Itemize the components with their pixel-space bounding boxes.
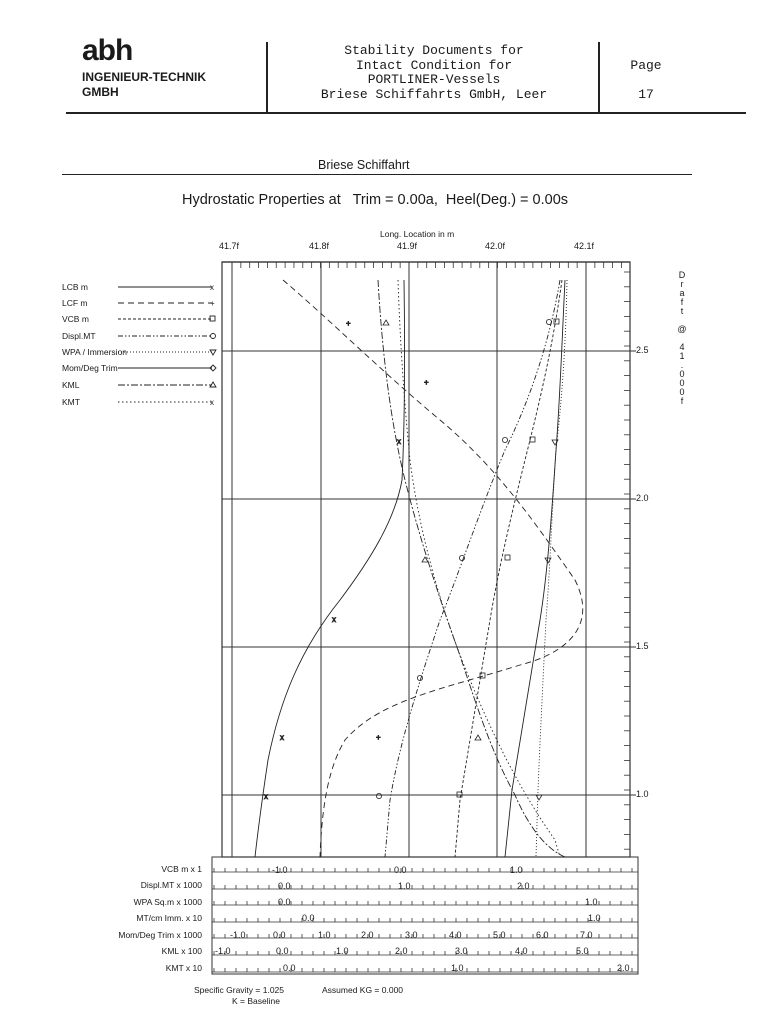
scale-tick: 0.0 [278,897,291,907]
circle-marker-icon [211,334,216,339]
displ-curve [385,280,560,857]
scale-label-kml: KML x 100 [161,946,202,956]
vcb-marker [554,319,559,324]
scale-tick: 0.0 [302,913,315,923]
triangle-up-marker-icon [210,382,216,387]
doc-line-3: PORTLINER-Vessels [367,72,501,87]
displ-marker [546,319,551,324]
draft-letter: 0 [679,369,685,379]
assumed-kg: Assumed KG = 0.000 [322,985,404,995]
top-tick-label: 42.0f [485,241,506,251]
lcb-marker: x [264,792,268,801]
scale-tick: 0.0 [394,865,407,875]
right-tick-label: 1.0 [636,789,649,799]
company-line-1: INGENIEUR-TECHNIK [82,70,207,84]
lcf-marker: + [346,319,351,328]
scale-tick: 4.0 [449,930,462,940]
plus-marker-icon: + [210,299,215,308]
top-axis-title: Long. Location in m [380,229,455,239]
scale-tick: -1.0 [230,930,246,940]
vcb-curve [455,280,562,857]
scale-tick: 3.0 [405,930,418,940]
kml-marker [383,320,389,325]
x-marker-icon: x [210,398,214,407]
top-tick-label: 42.1f [574,241,595,251]
legend-samples [118,280,224,408]
scale-tick: 0.0 [276,946,289,956]
top-tick-label: 41.8f [309,241,330,251]
scale-tick: 4.0 [515,946,528,956]
draft-letter: a [679,288,685,298]
top-tick-label: 41.7f [219,241,240,251]
x-marker-icon: x [210,283,214,292]
subtitle: Briese Schiffahrt [318,158,410,172]
ruler-ticks [212,262,638,972]
draft-letter: 0 [679,387,685,397]
legend-label-lcb: LCB m [62,282,88,292]
scale-label-mtcm: MT/cm Imm. x 10 [136,913,202,923]
scale-tick: 1.0 [451,963,464,973]
scale-tick: 1.0 [398,881,411,891]
scale-label-vcb: VCB m x 1 [161,864,202,874]
legend-label-displ: Displ.MT [62,331,96,341]
right-tick-label: 2.0 [636,493,649,503]
draft-letter: t [680,306,684,316]
doc-line-1: Stability Documents for [344,43,524,58]
draft-letter: 1 [679,351,685,361]
lcb-marker: x [332,615,336,624]
scale-tick: 2.0 [361,930,374,940]
baseline-note: K = Baseline [232,996,280,1006]
displ-marker [376,793,381,798]
lcb-curve [255,280,405,857]
scale-tick: 1.0 [336,946,349,956]
draft-letter: r [680,279,684,289]
draft-letter: 4 [679,342,685,352]
bottom-scales-frame [212,857,638,974]
legend-label-wpa: WPA / Immersion [62,347,128,357]
draft-letter: f [680,297,684,307]
scale-tick: 1.0 [318,930,331,940]
right-tick-label: 1.5 [636,641,649,651]
page-label: Page [630,58,662,73]
scale-tick: -1.0 [272,865,288,875]
vcb-marker [505,555,510,560]
draft-letter: f [680,396,684,406]
wpa-curve [536,280,567,857]
scale-tick: 2.0 [617,963,630,973]
chart-title: Hydrostatic Properties at Trim = 0.00a, Heel(Deg.) = 0.00s [182,192,569,208]
lcf-marker: + [424,378,429,387]
legend-label-kml: KML [62,380,80,390]
scale-tick: 5.0 [493,930,506,940]
displ-marker [502,437,507,442]
scale-label-displ: Displ.MT x 1000 [140,880,202,890]
scale-tick: -1.0 [215,946,231,956]
scale-tick: 0.0 [273,930,286,940]
lcb-marker: x [397,437,401,446]
scale-label-momdeg: Mom/Deg Trim x 1000 [118,930,202,940]
company-line-2: GMBH [82,85,119,99]
scale-tick: 7.0 [580,930,593,940]
company-logo: abh [82,34,133,67]
legend-label-kmt: KMT [62,397,80,407]
scale-tick: 0.0 [278,881,291,891]
legend-label-vcb: VCB m [62,314,89,324]
wpa-marker [536,795,542,800]
specific-gravity: Specific Gravity = 1.025 [194,985,285,995]
lcb-marker: x [280,733,284,742]
kml-marker [475,735,481,740]
doc-line-4: Briese Schiffahrts GmbH, Leer [320,86,548,102]
scale-label-kmt: KMT x 10 [165,963,202,973]
scale-tick: 6.0 [536,930,549,940]
right-tick-label: 2.5 [636,345,649,355]
legend-label-lcf: LCF m [62,298,88,308]
draft-letter: . [680,360,684,370]
lcf-curve [283,280,583,857]
triangle-down-marker-icon [210,350,216,355]
lcf-marker: + [376,733,381,742]
scale-tick: 3.0 [455,946,468,956]
scale-tick: 1.0 [588,913,601,923]
scale-tick: 5.0 [576,946,589,956]
scale-tick: 0.0 [283,963,296,973]
momdeg-curve [505,280,565,857]
scale-tick: 1.0 [510,865,523,875]
scale-tick: 1.0 [585,897,598,907]
legend-label-momdeg: Mom/Deg Trim [62,363,118,373]
scale-tick: 2.0 [395,946,408,956]
draft-letter: @ [677,324,687,334]
scale-label-wpa: WPA Sq.m x 1000 [133,897,202,907]
page-number: 17 [638,87,654,102]
draft-letter: 0 [679,378,685,388]
doc-line-2: Intact Condition for [355,57,513,73]
kmt-curve [398,280,560,857]
draft-letter: D [678,270,686,280]
top-tick-label: 41.9f [397,241,418,251]
scale-tick: 2.0 [517,881,530,891]
square-marker-icon [210,316,215,321]
kml-curve [378,280,565,857]
